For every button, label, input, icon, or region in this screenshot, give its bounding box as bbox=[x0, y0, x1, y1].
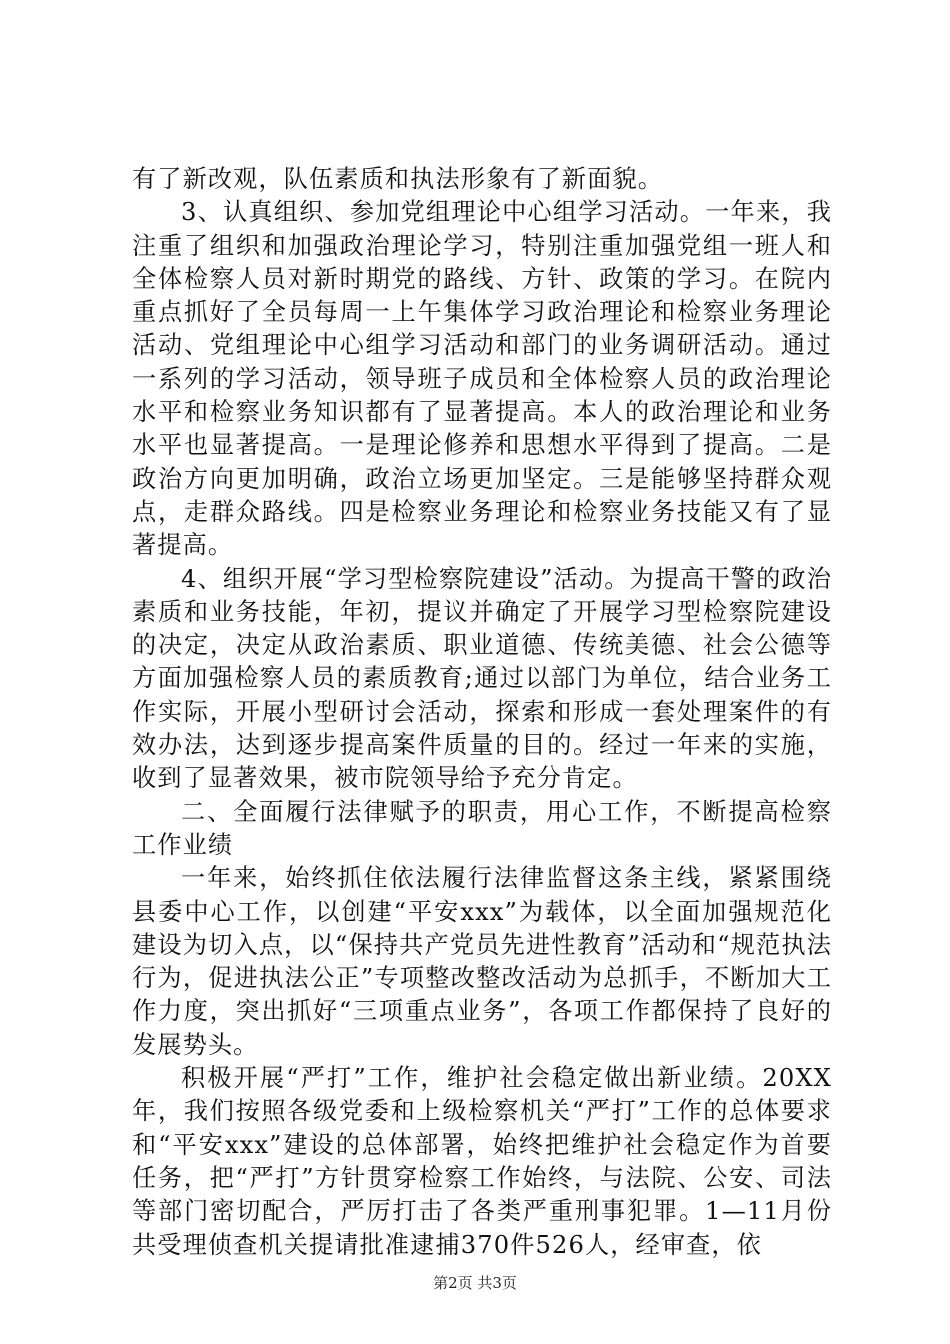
paragraph-item-3: 3、认真组织、参加党组理论中心组学习活动。一年来，我注重了组织和加强政治理论学习，特别注重加强党组一班人和全体检察人员对新时期党的路线、方针、政策的学习。在院内重点抓好了全员每周一上午集体学习政治理论和检察业务理论活动、党组理论中心组学习活动和部门的业务调研活动。通过一系列的学习活动，领导班子成员和全体检察人员的政治理论水平和检察业务知识都有了显著提高。本人的政治理论和业务水平也显著提高。一是理论修养和思想水平得到了提高。二是政治方向更加明确，政治立场更加坚定。三是能够坚持群众观点，走群众路线。四是检察业务理论和检察业务技能又有了显著提高。 bbox=[132, 198, 832, 560]
section-heading-2: 二、全面履行法律赋予的职责，用心工作，不断提高检察工作业绩 bbox=[132, 797, 832, 859]
page-footer: 第2页 共3页 bbox=[433, 1274, 517, 1292]
paragraph-item-4: 4、组织开展“学习型检察院建设”活动。为提高干警的政治素质和业务技能，年初，提议并确定了开展学习型检察院建设的决定，决定从政治素质、职业道德、传统美德、社会公德等方面加强检察人员的素质教育;通过以部门为单位，结合业务工作实际，开展小型研讨会活动，探索和形成一套处理案件的有效办法，达到逐步提高案件质量的目的。经过一年来的实施，收到了显著效果，被市院领导给予充分肯定。 bbox=[132, 564, 832, 793]
paragraph-strike-hard: 积极开展“严打”工作，维护社会稳定做出新业绩。20XX年，我们按照各级党委和上级检察机关“严打”工作的总体要求和“平安xxx”建设的总体部署，始终把维护社会稳定作为首要任务，把“严打”方针贯穿检察工作始终，与法院、公安、司法等部门密切配合，严厉打击了各类严重刑事犯罪。1—11月份共受理侦查机关提请批准逮捕370件526人，经审查，依 bbox=[132, 1064, 832, 1259]
document-body bbox=[132, 163, 832, 1262]
paragraph-continuation: 有了新改观，队伍素质和执法形象有了新面貌。 bbox=[132, 165, 664, 193]
paragraph-overview: 一年来，始终抓住依法履行法律监督这条主线，紧紧围绕县委中心工作，以创建“平安xxx”为载体，以全面加强规范化建设为切入点，以“保持共产党员先进性教育”活动和“规范执法行为，促进执法公正”专项整改整改活动为总抓手，不断加大工作力度，突出抓好“三项重点业务”，各项工作都保持了良好的发展势头。 bbox=[132, 864, 832, 1059]
